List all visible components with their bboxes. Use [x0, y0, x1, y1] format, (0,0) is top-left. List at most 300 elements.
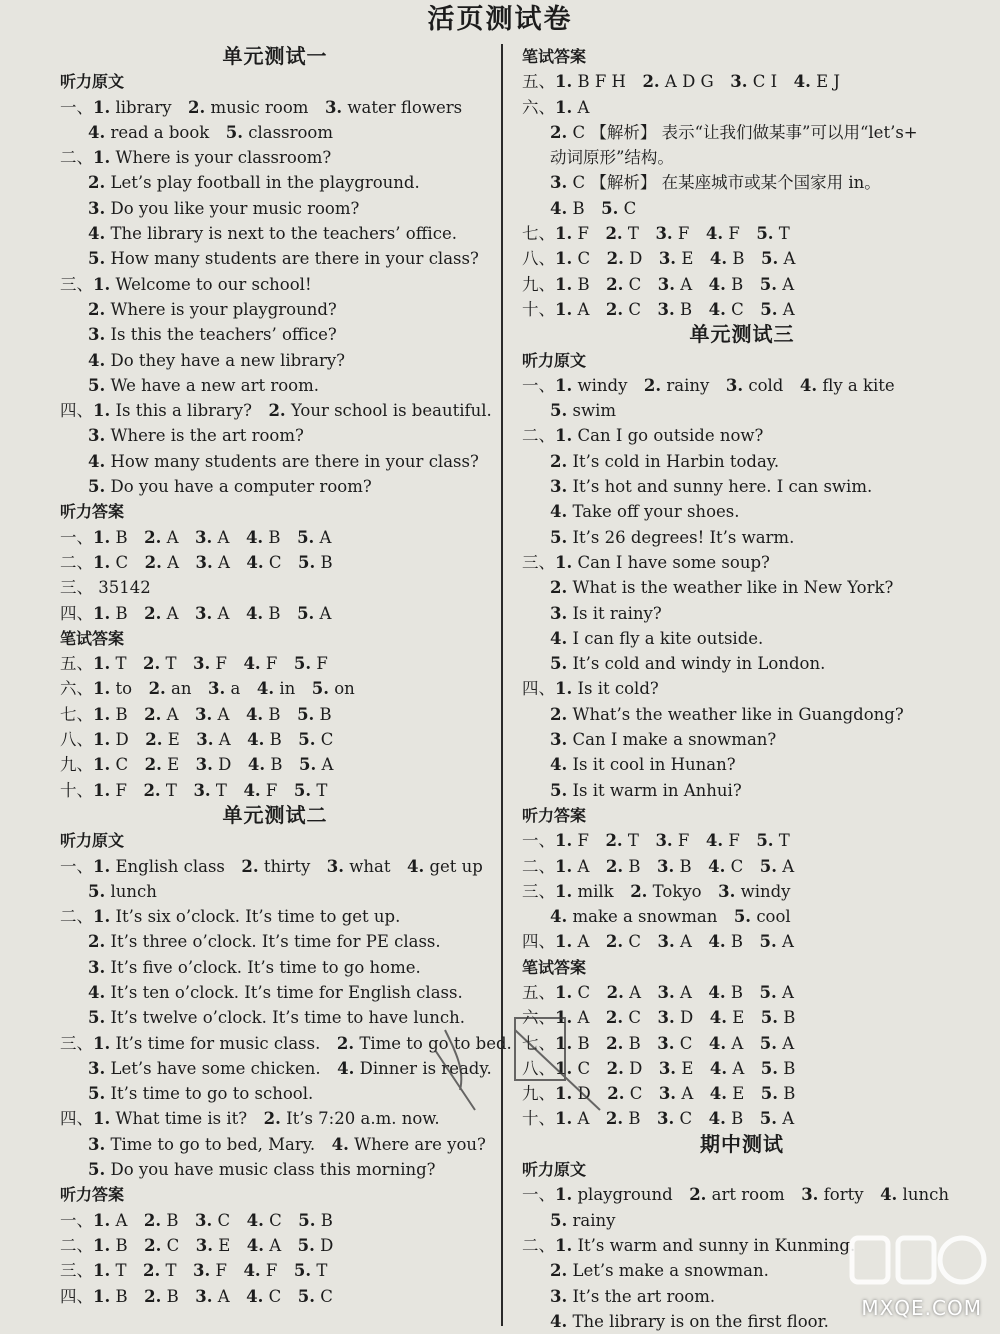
item-number: 4.: [709, 249, 728, 269]
answer-line: [522, 854, 962, 879]
item-number: 3.: [88, 1134, 106, 1154]
answer-line: [60, 246, 490, 271]
answer-line: [522, 1182, 962, 1207]
item-number: 1.: [93, 603, 111, 623]
item-text: Where is the art room?: [110, 426, 304, 446]
item-number: 2.: [606, 274, 624, 294]
item-number: 4.: [708, 932, 726, 952]
item-text: A: [218, 552, 230, 572]
answer-line: [60, 727, 490, 752]
answer-line: [60, 145, 490, 170]
item-number: 5.: [756, 224, 774, 244]
item-text: B: [628, 1109, 641, 1129]
item-text: E: [732, 1084, 745, 1104]
item-number: 4.: [799, 375, 818, 395]
item-text: A: [166, 704, 179, 724]
answer-line: [60, 752, 490, 777]
item-number: 1.: [555, 375, 573, 395]
item-number: 2.: [144, 552, 162, 572]
item-text: in: [279, 679, 296, 699]
item-text: E: [167, 755, 180, 775]
item-number: 2.: [144, 1235, 162, 1255]
item-number: 1.: [93, 704, 111, 724]
item-number: 5.: [733, 907, 752, 927]
question-number: 九、: [60, 755, 93, 775]
item-number: 3.: [550, 173, 568, 193]
item-text: B: [115, 1235, 128, 1255]
item-number: 2.: [605, 831, 623, 851]
item-text: F: [265, 1261, 278, 1281]
item-number: 4.: [708, 856, 726, 876]
item-text: Tokyo: [652, 881, 702, 901]
item-text: It’s the art room.: [572, 1286, 716, 1306]
item-number: 3.: [725, 375, 744, 395]
item-text: B: [320, 552, 333, 572]
item-text: A: [782, 274, 795, 294]
item-text: C: [628, 274, 642, 294]
item-text: English class: [115, 856, 225, 876]
item-text: lunch: [110, 881, 157, 901]
item-number: 2.: [607, 1084, 625, 1104]
item-text: lunch: [902, 1185, 949, 1205]
item-text: It’s time for music class.: [115, 1033, 321, 1053]
item-number: 5.: [759, 1109, 777, 1129]
item-text: A: [680, 982, 692, 1002]
question-number: 五、: [60, 654, 93, 674]
answer-line: [60, 702, 490, 727]
answer-line: [522, 752, 962, 777]
item-text: E: [681, 249, 694, 269]
item-text: Is it warm in Anhui?: [572, 780, 742, 800]
item-number: 5.: [601, 198, 619, 218]
item-number: 3.: [550, 603, 568, 623]
item-text: B: [783, 1084, 796, 1104]
item-text: A: [217, 1286, 230, 1306]
item-number: 4.: [708, 299, 726, 319]
item-number: 2.: [605, 1008, 624, 1028]
item-number: 5.: [88, 249, 106, 269]
item-text: windy: [577, 375, 628, 395]
answer-line: [522, 879, 962, 904]
answer-line: [522, 980, 962, 1005]
item-number: 3.: [657, 856, 675, 876]
subsection-title: 听力答案: [60, 502, 125, 522]
item-number: 3.: [657, 1008, 675, 1028]
item-text: make a snowman: [572, 907, 718, 927]
item-number: 1.: [93, 401, 111, 421]
item-text: F: [215, 654, 227, 674]
subsection-title: 听力答案: [522, 805, 587, 825]
item-number: 1.: [555, 1058, 573, 1078]
item-text: F: [577, 831, 589, 851]
question-number: 三、: [60, 274, 93, 294]
answer-line: [522, 196, 962, 221]
item-number: 4.: [550, 502, 568, 522]
item-number: 3.: [88, 198, 106, 218]
answer-line: [522, 1031, 962, 1056]
item-number: 4.: [550, 1311, 568, 1331]
item-number: 4.: [550, 628, 568, 648]
item-number: 2.: [336, 1033, 355, 1053]
item-text: C: [577, 1058, 591, 1078]
item-text: A: [783, 249, 796, 269]
item-number: 3.: [657, 274, 675, 294]
item-number: 2.: [241, 856, 259, 876]
item-text: T: [778, 831, 790, 851]
answer-line: [60, 1056, 490, 1081]
item-text: A: [217, 603, 230, 623]
item-text: C: [320, 730, 334, 750]
answer-line: [60, 601, 490, 626]
question-number: 二、: [60, 552, 93, 572]
item-text: Is it cool in Hunan?: [572, 755, 736, 775]
item-number: 5.: [311, 679, 329, 699]
item-text: B: [320, 1210, 333, 1230]
item-text: Do you have music class this morning?: [110, 1160, 436, 1180]
item-text: T: [165, 1261, 177, 1281]
answer-line: [60, 525, 490, 550]
item-text: A: [167, 552, 180, 572]
item-text: It’s warm and sunny in Kunming.: [577, 1235, 856, 1255]
item-number: 1.: [555, 1235, 573, 1255]
item-text: fly a kite: [822, 375, 895, 395]
item-number: 5.: [760, 299, 778, 319]
left-column: [60, 44, 512, 1309]
answer-line: [60, 676, 490, 701]
item-text: music room: [210, 97, 309, 117]
answer-line: [522, 398, 962, 423]
item-number: 5.: [760, 1058, 778, 1078]
item-number: 3.: [658, 1058, 677, 1078]
item-text: C: [623, 198, 637, 218]
item-text: cold: [748, 375, 784, 395]
answer-line: [60, 1005, 490, 1030]
item-number: 2.: [689, 1185, 707, 1205]
question-number: 一、: [522, 831, 555, 851]
item-text: What time is it?: [115, 1109, 248, 1129]
item-number: 3.: [195, 1235, 213, 1255]
item-number: 5.: [297, 1235, 315, 1255]
question-number: 十、: [522, 1109, 555, 1129]
item-number: 3.: [655, 224, 673, 244]
question-number: 二、: [60, 148, 93, 168]
answer-line: [522, 499, 962, 524]
item-text: library: [115, 97, 172, 117]
item-number: 3.: [730, 72, 748, 92]
item-text: A: [782, 1109, 795, 1129]
question-number: 十、: [522, 299, 555, 319]
item-number: 5.: [88, 881, 106, 901]
item-text: read a book: [110, 122, 210, 142]
item-text: B: [577, 1033, 590, 1053]
item-text: D: [629, 1058, 643, 1078]
item-number: 1.: [93, 1210, 111, 1230]
item-text: Let’s play football in the playground.: [110, 173, 420, 193]
item-text: A: [577, 856, 590, 876]
question-number: 七、: [60, 704, 93, 724]
question-number: 四、: [60, 401, 93, 421]
item-text: The library is on the first floor.: [572, 1311, 829, 1331]
item-text: playground: [577, 1185, 673, 1205]
item-text: It’s ten o’clock. It’s time for English class.: [110, 982, 463, 1002]
item-number: 5.: [550, 527, 568, 547]
question-number: 七、: [522, 224, 555, 244]
item-number: 2.: [550, 451, 568, 471]
answer-line: [60, 95, 490, 120]
item-text: F: [728, 831, 740, 851]
item-text: B: [166, 1286, 179, 1306]
item-text: Can I go outside now?: [577, 426, 764, 446]
item-text: A: [166, 527, 179, 547]
answer-line: [522, 904, 962, 929]
item-text: What is the weather like in New York?: [572, 578, 894, 598]
item-number: 1.: [93, 654, 111, 674]
question-number: 三、: [60, 1261, 93, 1281]
answer-line: [60, 550, 490, 575]
item-text: A: [269, 1235, 282, 1255]
page-title: 活页测试卷: [427, 4, 573, 35]
item-number: 1.: [93, 552, 111, 572]
item-number: 2.: [144, 1286, 162, 1306]
item-text: Time to go to bed.: [359, 1033, 512, 1053]
answer-line: [60, 348, 490, 373]
item-number: 3.: [88, 325, 106, 345]
item-text: B: [319, 704, 332, 724]
item-number: 3.: [657, 1033, 675, 1053]
item-text: It’s 26 degrees! It’s warm.: [572, 527, 795, 547]
item-number: 1.: [555, 856, 573, 876]
item-number: 4.: [246, 1235, 264, 1255]
item-text: F: [265, 654, 278, 674]
item-number: 1.: [555, 552, 573, 572]
item-number: 5.: [88, 1084, 106, 1104]
answer-line: [60, 373, 490, 398]
item-text: Your school is beautiful.: [290, 401, 492, 421]
item-number: 1.: [555, 1033, 573, 1053]
item-number: 2.: [268, 401, 286, 421]
item-text: F: [677, 224, 690, 244]
item-number: 5.: [760, 1084, 778, 1104]
question-number: 一、: [522, 375, 555, 395]
item-text: C: [320, 1286, 333, 1306]
item-text: C: [166, 1235, 180, 1255]
answer-line: [522, 474, 962, 499]
column-divider: [501, 44, 503, 1326]
item-text: T: [778, 224, 790, 244]
item-number: 1.: [93, 97, 111, 117]
item-number: 1.: [555, 249, 573, 269]
subsection-title: 笔试答案: [522, 957, 587, 977]
question-number: 一、: [60, 97, 93, 117]
item-number: 5.: [760, 249, 779, 269]
item-number: 2.: [144, 603, 162, 623]
subsection-title: 笔试答案: [522, 47, 587, 66]
item-text: C: [679, 1033, 693, 1053]
answer-line: [60, 1157, 490, 1182]
item-number: 2.: [263, 1109, 281, 1129]
answer-line: [522, 651, 962, 676]
answer-line: [60, 322, 490, 347]
item-text: A: [680, 274, 693, 294]
section-title: 单元测试二: [222, 802, 328, 827]
item-number: 3.: [193, 1261, 211, 1281]
item-text: Can I make a snowman?: [572, 730, 777, 750]
answer-line: [522, 601, 962, 626]
item-text: D: [115, 730, 129, 750]
item-text: It’s five o’clock. It’s time to go home.: [110, 957, 421, 977]
answer-line: [522, 69, 962, 94]
item-text: A: [680, 932, 692, 952]
item-text: B: [268, 704, 281, 724]
question-number: 三、: [522, 552, 555, 572]
subsection-title: 笔试答案: [60, 628, 125, 648]
item-text: 动词原形”结构。: [550, 148, 674, 168]
item-number: 1.: [93, 274, 111, 294]
item-number: 3.: [655, 831, 673, 851]
item-text: B: [572, 198, 585, 218]
answer-line: [522, 170, 962, 195]
item-text: E: [167, 730, 180, 750]
answer-line: [522, 575, 962, 600]
question-number: 二、: [522, 1235, 555, 1255]
item-number: 2.: [550, 704, 568, 724]
item-text: It’s time to go to school.: [110, 1084, 314, 1104]
item-number: 5.: [759, 932, 777, 952]
item-number: 3.: [195, 527, 213, 547]
answer-line: [522, 95, 962, 120]
item-text: B: [730, 982, 744, 1002]
answer-line: [60, 929, 490, 954]
item-number: 4.: [88, 224, 106, 244]
item-text: Is this the teachers’ office?: [110, 325, 337, 345]
item-number: 4.: [247, 730, 265, 750]
item-number: 1.: [555, 1008, 573, 1028]
item-text: Do you have a computer room?: [110, 477, 372, 497]
item-text: F: [677, 831, 690, 851]
question-number: 二、: [522, 426, 555, 446]
answer-line: [60, 1081, 490, 1106]
answer-line: [60, 854, 490, 879]
item-number: 1.: [555, 299, 573, 319]
answer-line: [60, 904, 490, 929]
answer-line: [60, 575, 490, 600]
item-text: Is it cold?: [577, 679, 659, 699]
item-number: 1.: [93, 780, 111, 800]
item-text: A D G: [664, 72, 714, 92]
item-number: 2.: [630, 881, 648, 901]
item-text: classroom: [248, 122, 333, 142]
item-number: 2.: [88, 932, 106, 952]
item-number: 1.: [93, 755, 111, 775]
item-text: It’s six o’clock. It’s time to get up.: [115, 907, 401, 927]
item-text: cool: [756, 907, 791, 927]
item-text: C: [730, 856, 744, 876]
question-number: 八、: [522, 1058, 555, 1078]
item-number: 1.: [555, 881, 573, 901]
item-text: A: [782, 299, 795, 319]
item-text: I can fly a kite outside.: [572, 628, 764, 648]
item-text: It’s 7:20 a.m. now.: [286, 1109, 440, 1129]
answer-line: [60, 120, 490, 145]
item-number: 3.: [193, 654, 211, 674]
item-text: B: [269, 730, 282, 750]
item-number: 2.: [143, 1210, 162, 1230]
item-text: B: [680, 299, 693, 319]
item-number: 5.: [297, 603, 315, 623]
item-number: 1.: [555, 982, 573, 1002]
item-text: forty: [823, 1185, 864, 1205]
item-text: A: [577, 932, 590, 952]
item-number: 3.: [195, 1286, 213, 1306]
item-text: B: [732, 249, 745, 269]
item-number: 4.: [243, 780, 261, 800]
answer-line: [60, 170, 490, 195]
item-number: 3.: [88, 1058, 106, 1078]
item-text: B: [679, 856, 692, 876]
item-text: T: [115, 1261, 127, 1281]
item-number: 3.: [195, 704, 213, 724]
question-number: 五、: [522, 982, 555, 1002]
item-text: E: [218, 1235, 231, 1255]
item-text: B: [115, 603, 128, 623]
question-number: 八、: [522, 249, 555, 269]
question-number: 一、: [522, 1185, 555, 1205]
item-text: A: [321, 755, 334, 775]
item-text: B: [731, 274, 744, 294]
item-text: How many students are there in your class?: [110, 451, 479, 471]
item-number: 1.: [93, 1261, 111, 1281]
answer-line: [60, 1132, 490, 1157]
item-text: C: [731, 299, 744, 319]
item-number: 2.: [144, 755, 162, 775]
answer-line: [522, 626, 962, 651]
item-text: A: [681, 1084, 694, 1104]
item-number: 4.: [246, 552, 264, 572]
item-text: Let’s have some chicken.: [110, 1058, 321, 1078]
item-text: F: [577, 224, 589, 244]
item-number: 5.: [293, 654, 312, 674]
watermark-url: MXQE.COM: [861, 1296, 982, 1320]
answer-line: [522, 828, 962, 853]
answer-line: [60, 1284, 490, 1309]
item-number: 1.: [93, 1286, 111, 1306]
item-text: B: [268, 603, 281, 623]
item-number: 5.: [550, 1210, 568, 1230]
subsection-title: 听力答案: [60, 1185, 125, 1205]
item-number: 5.: [88, 1008, 106, 1028]
item-text: F: [728, 224, 740, 244]
item-text: C: [115, 552, 129, 572]
item-number: 1.: [93, 148, 111, 168]
item-number: 5.: [298, 755, 317, 775]
question-number: 九、: [522, 1084, 555, 1104]
item-number: 2.: [148, 679, 166, 699]
item-text: B: [628, 856, 641, 876]
item-number: 2.: [145, 730, 163, 750]
item-text: D: [577, 1084, 591, 1104]
subsection-title: 听力原文: [522, 1160, 587, 1180]
item-number: 2.: [605, 1109, 624, 1129]
section-title: 期中测试: [700, 1131, 784, 1156]
answer-line: [60, 423, 490, 448]
question-number: 四、: [60, 1286, 93, 1306]
item-number: 3.: [657, 299, 675, 319]
item-number: 3.: [193, 780, 211, 800]
item-text: B F H: [577, 72, 626, 92]
question-number: 九、: [522, 274, 555, 294]
question-number: 六、: [60, 679, 93, 699]
item-text: E J: [816, 72, 841, 92]
